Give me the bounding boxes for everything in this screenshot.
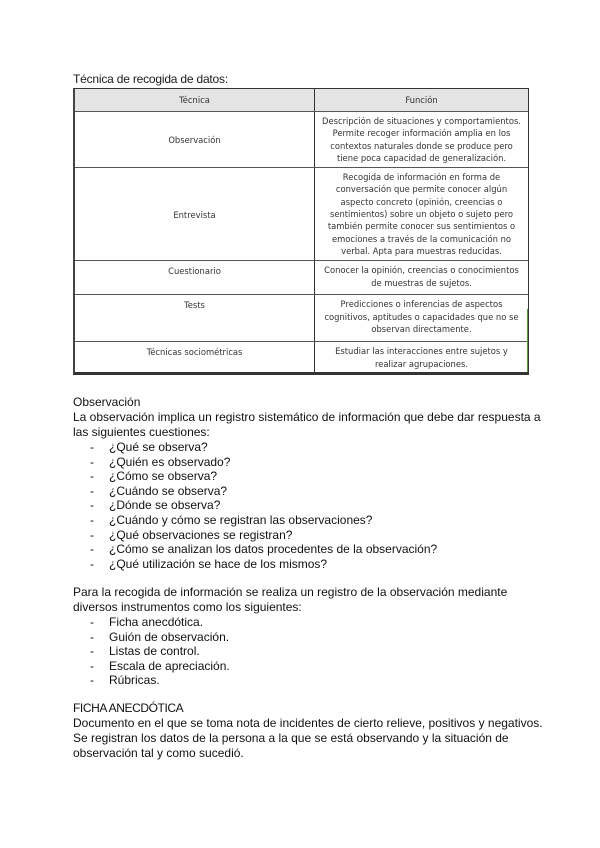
section-instrumentos — [73, 585, 543, 688]
cell-funcion: Estudiar las interacciones entre sujetos y realizar agrupaciones. — [315, 342, 529, 375]
cell-funcion: Conocer la opinión, creencias o conocimientos de muestras de sujetos. — [315, 261, 529, 295]
list-item: - ¿Qué se observa? — [73, 440, 543, 455]
table-row — [75, 342, 528, 375]
paragraph-ficha: Documento en el que se toma nota de incidentes de cierto relieve, positivos y negativos. Se registran los datos de la persona a la que se está observando y la situación de observación tal y como sucedió. — [73, 716, 543, 760]
list-item: - ¿Cuándo y cómo se registran las observaciones? — [73, 513, 543, 528]
table-row — [75, 112, 528, 168]
table-row — [75, 168, 528, 261]
column-header-tecnica: Técnica — [75, 89, 315, 112]
techniques-table-grid — [75, 89, 528, 375]
list-item: - ¿Qué utilización se hace de los mismos? — [73, 557, 543, 572]
cell-funcion: Predicciones o inferencias de aspectos cognitivos, aptitudes o capacidades que no se observan directamente. — [315, 295, 529, 342]
cell-tecnica: Tests — [75, 295, 315, 342]
list-item: - Ficha anecdótica. — [73, 615, 543, 630]
list-item: - ¿Cuándo se observa? — [73, 484, 543, 499]
list-item: - Rúbricas. — [73, 673, 543, 688]
list-item: - Escala de apreciación. — [73, 659, 543, 674]
techniques-table — [73, 88, 529, 375]
cell-tecnica: Cuestionario — [75, 261, 315, 295]
list-item: - ¿Quién es observado? — [73, 455, 543, 470]
section-observacion — [73, 395, 543, 571]
list-item: - Listas de control. — [73, 644, 543, 659]
cell-funcion: Recogida de información en forma de conversación que permite conocer algún aspecto concreto (opinión, creencias o sentimientos) sobre un objeto o sujeto pero también permite conocer sus sentimientos o emociones a través de la comunicación no verbal. Apta para muestras reducidas. — [315, 168, 529, 261]
cell-tecnica: Observación — [75, 112, 315, 168]
list-item: - ¿Cómo se observa? — [73, 469, 543, 484]
section-title-ficha: FICHA ANECDÓTICA — [73, 701, 184, 715]
section-ficha-anecdotica — [73, 701, 543, 761]
list-item: - ¿Qué observaciones se registran? — [73, 528, 543, 543]
table-row — [75, 261, 528, 295]
list-item: - ¿Cómo se analizan los datos procedentes de la observación? — [73, 542, 543, 557]
column-header-funcion: Función — [315, 89, 529, 112]
table-header-row — [75, 89, 528, 112]
paragraph-instrumentos-intro: Para la recogida de información se realiza un registro de la observación mediante diversos instrumentos como los siguientes: — [73, 585, 508, 614]
paragraph-observacion-intro: La observación implica un registro sistemático de información que debe dar respuesta a las siguientes cuestiones: — [73, 410, 541, 439]
questions-list — [73, 440, 543, 571]
table-edge-accent — [527, 309, 529, 375]
list-item: - Guión de observación. — [73, 630, 543, 645]
section-heading-tecnicas: Técnica de recogida de datos: — [73, 72, 228, 86]
instruments-list — [73, 615, 543, 688]
cell-tecnica: Entrevista — [75, 168, 315, 261]
section-title-observacion: Observación — [73, 395, 141, 409]
cell-tecnica: Técnicas sociométricas — [75, 342, 315, 375]
table-row — [75, 295, 528, 342]
list-item: - ¿Dónde se observa? — [73, 498, 543, 513]
cell-funcion: Descripción de situaciones y comportamientos. Permite recoger información amplia en los contextos naturales donde se produce pero tiene poca capacidad de generalización. — [315, 112, 529, 168]
